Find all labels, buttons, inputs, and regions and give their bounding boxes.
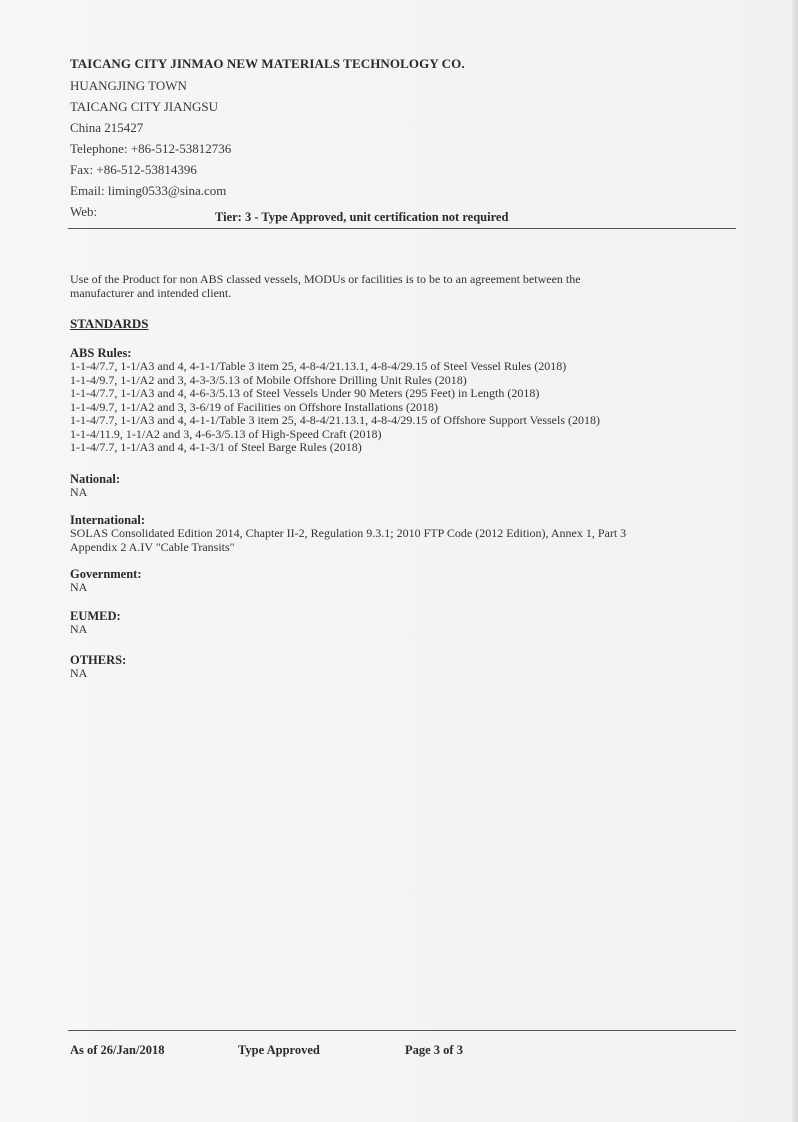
page-edge-shadow	[792, 0, 798, 1122]
address-line-city: TAICANG CITY JIANGSU	[70, 99, 218, 114]
email: Email: liming0533@sina.com	[70, 183, 227, 198]
abs-rule-line: 1-1-4/11.9, 1-1/A2 and 3, 4-6-3/5.13 of High-Speed Craft (2018)	[70, 426, 382, 441]
tier-statement: Tier: 3 - Type Approved, unit certification not required	[215, 210, 509, 224]
section-others	[70, 653, 750, 681]
section-title: EUMED:	[70, 609, 121, 623]
section-value: NA	[70, 666, 88, 680]
section-international	[70, 513, 750, 554]
footer-divider	[68, 1030, 736, 1031]
footer-status: Type Approved	[238, 1043, 320, 1057]
section-government	[70, 567, 750, 595]
section-value: SOLAS Consolidated Edition 2014, Chapter II-2, Regulation 9.3.1; 2010 FTP Code (2012 Edition), Annex 1, Part 3	[70, 526, 627, 540]
company-name: TAICANG CITY JINMAO NEW MATERIALS TECHNOLOGY CO.	[70, 56, 465, 71]
standards-heading: STANDARDS	[70, 316, 149, 331]
section-value: Appendix 2 A.IV "Cable Transits"	[70, 539, 235, 554]
header-divider	[68, 228, 736, 229]
section-value: NA	[70, 580, 88, 594]
abs-rule-line: 1-1-4/7.7, 1-1/A3 and 4, 4-1-1/Table 3 item 25, 4-8-4/21.13.1, 4-8-4/29.15 of Steel Vessel Rules (2018)	[70, 359, 567, 373]
section-eumed	[70, 609, 750, 637]
telephone: Telephone: +86-512-53812736	[70, 141, 232, 156]
abs-rule-line: 1-1-4/7.7, 1-1/A3 and 4, 4-1-1/Table 3 item 25, 4-8-4/21.13.1, 4-8-4/29.15 of Offshore Support Vessels (2018)	[70, 413, 600, 427]
section-title: National:	[70, 472, 120, 486]
abs-rule-line: 1-1-4/7.7, 1-1/A3 and 4, 4-6-3/5.13 of Steel Vessels Under 90 Meters (295 Feet) in Length (2018)	[70, 386, 540, 400]
footer-date: As of 26/Jan/2018	[70, 1043, 165, 1057]
company-header	[70, 56, 465, 222]
intro-paragraph	[70, 272, 720, 300]
abs-rule-line: 1-1-4/7.7, 1-1/A3 and 4, 4-1-3/1 of Steel Barge Rules (2018)	[70, 440, 362, 454]
intro-line: Use of the Product for non ABS classed vessels, MODUs or facilities is to be to an agreement between the	[70, 272, 581, 286]
intro-line: manufacturer and intended client.	[70, 286, 232, 300]
section-abs-rules	[70, 346, 750, 455]
section-title: Government:	[70, 567, 142, 581]
abs-rule-line: 1-1-4/9.7, 1-1/A2 and 3, 4-3-3/5.13 of Mobile Offshore Drilling Unit Rules (2018)	[70, 372, 467, 387]
section-title: ABS Rules:	[70, 346, 132, 360]
section-value: NA	[70, 622, 88, 636]
section-national	[70, 472, 750, 500]
address-line-country: China 215427	[70, 120, 144, 135]
footer-page-number: Page 3 of 3	[405, 1043, 463, 1057]
abs-rule-line: 1-1-4/9.7, 1-1/A2 and 3, 3-6/19 of Facilities on Offshore Installations (2018)	[70, 399, 439, 414]
section-title: International:	[70, 513, 145, 527]
address-line-town: HUANGJING TOWN	[70, 78, 187, 93]
web: Web:	[70, 204, 98, 219]
fax: Fax: +86-512-53814396	[70, 162, 197, 177]
section-title: OTHERS:	[70, 653, 127, 667]
section-value: NA	[70, 485, 88, 499]
